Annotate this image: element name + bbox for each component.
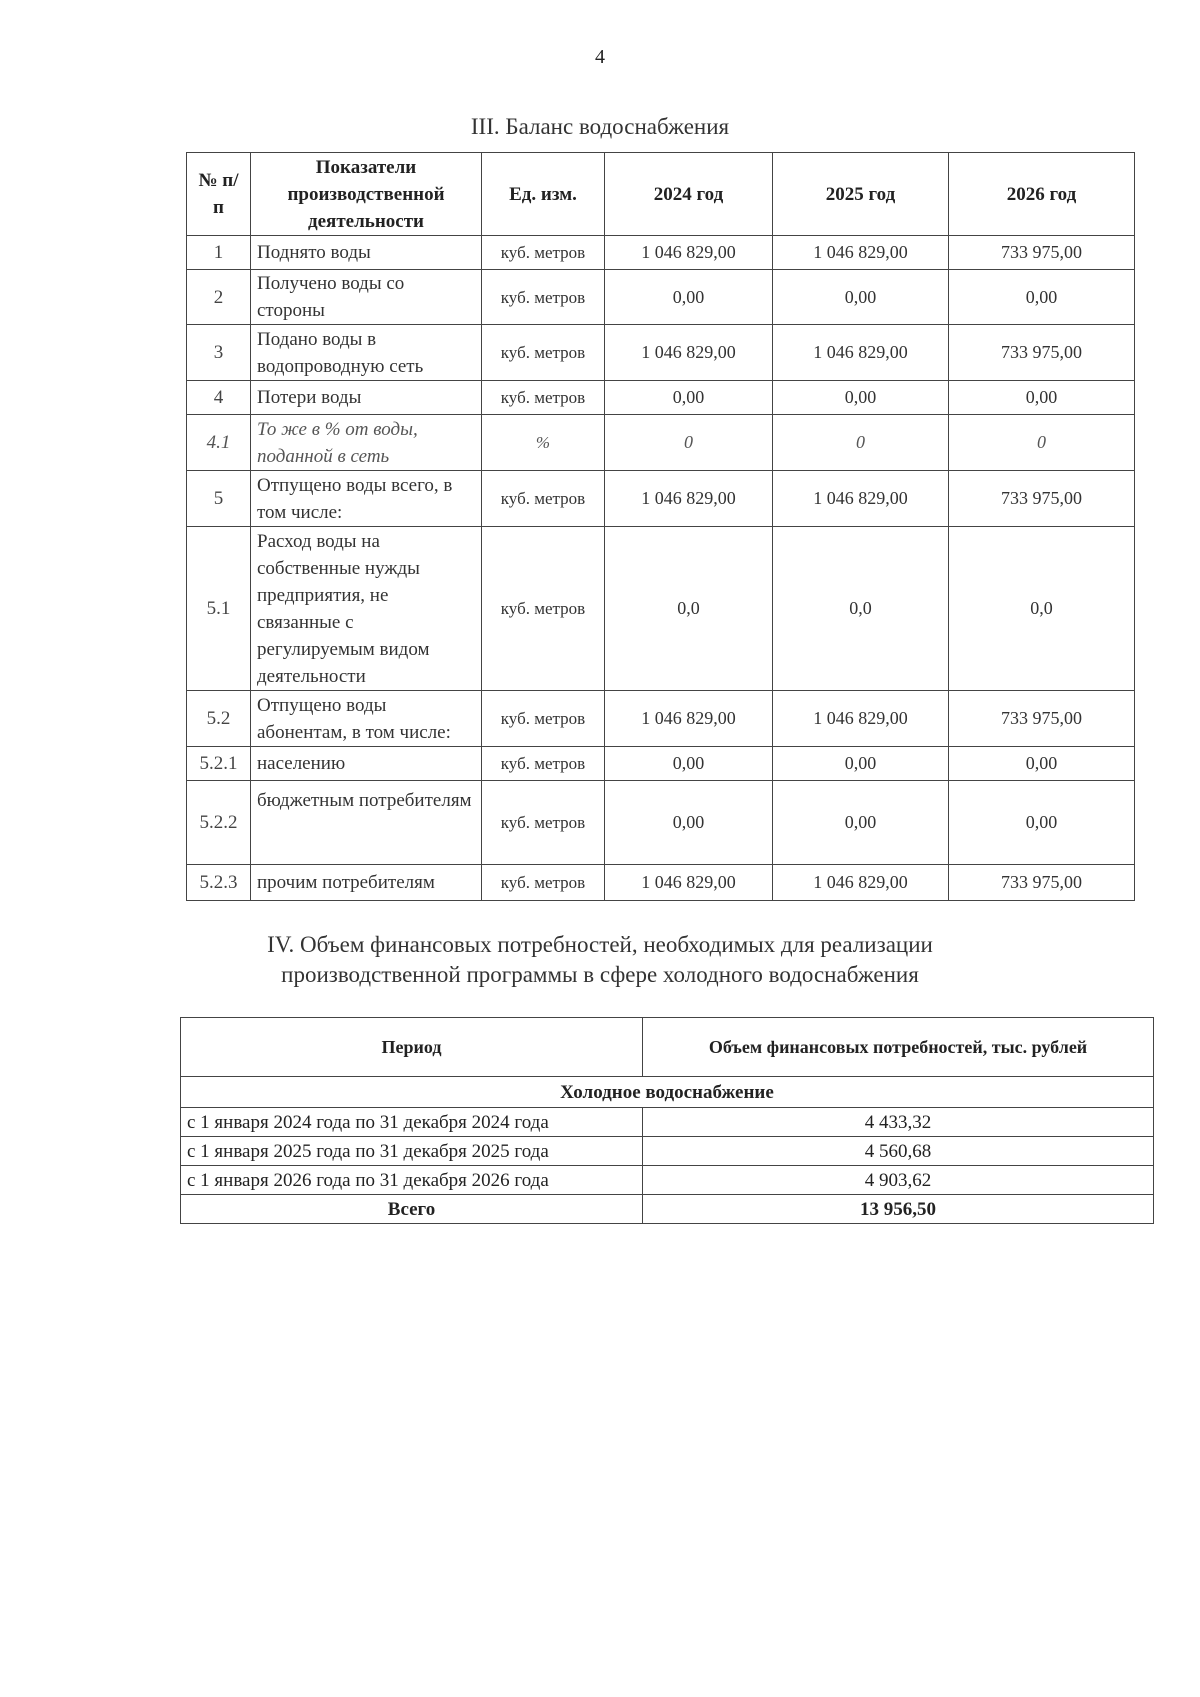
- row-value-2024: 1 046 829,00: [605, 325, 773, 381]
- header-unit: Ед. изм.: [482, 153, 605, 236]
- row-value-2026: 733 975,00: [949, 325, 1135, 381]
- table-header-row: [181, 1018, 1154, 1077]
- row-value-2026: 0,00: [949, 747, 1135, 781]
- financial-needs-table: [180, 1017, 1154, 1224]
- row-period: с 1 января 2024 года по 31 декабря 2024 года: [181, 1108, 643, 1137]
- row-value-2025: 0: [773, 415, 949, 471]
- row-num: 4.1: [187, 415, 251, 471]
- row-name: Отпущено воды абонентам, в том числе:: [251, 691, 482, 747]
- row-value-2025: 0,0: [773, 527, 949, 691]
- page-number: 4: [595, 46, 605, 68]
- row-value-2025: 1 046 829,00: [773, 865, 949, 901]
- table-row: [187, 415, 1135, 471]
- water-balance-table: [186, 152, 1135, 901]
- row-amount: 4 560,68: [643, 1137, 1154, 1166]
- table-row: [187, 471, 1135, 527]
- row-value-2024: 0,00: [605, 747, 773, 781]
- row-unit: %: [482, 415, 605, 471]
- section-title-finance-line1: IV. Объем финансовых потребностей, необходимых для реализации: [267, 932, 933, 957]
- header-2025: 2025 год: [773, 153, 949, 236]
- row-amount: 4 433,32: [643, 1108, 1154, 1137]
- header-2026: 2026 год: [949, 153, 1135, 236]
- header-period: Период: [181, 1018, 643, 1077]
- group-row: [181, 1077, 1154, 1108]
- row-name: бюджетным потребителям: [251, 781, 482, 865]
- table-row: [187, 747, 1135, 781]
- row-unit: куб. метров: [482, 747, 605, 781]
- row-unit: куб. метров: [482, 471, 605, 527]
- table-row: [187, 270, 1135, 325]
- row-unit: куб. метров: [482, 691, 605, 747]
- row-value-2026: 733 975,00: [949, 691, 1135, 747]
- header-amount: Объем финансовых потребностей, тыс. рублей: [643, 1018, 1154, 1077]
- table-row: [181, 1166, 1154, 1195]
- row-value-2026: 0,00: [949, 781, 1135, 865]
- row-unit: куб. метров: [482, 236, 605, 270]
- row-num: 5.1: [187, 527, 251, 691]
- row-unit: куб. метров: [482, 527, 605, 691]
- header-indicator: Показатели производственной деятельности: [251, 153, 482, 236]
- row-value-2024: 0,0: [605, 527, 773, 691]
- row-value-2024: 1 046 829,00: [605, 236, 773, 270]
- row-num: 2: [187, 270, 251, 325]
- total-row: [181, 1195, 1154, 1224]
- row-value-2024: 1 046 829,00: [605, 691, 773, 747]
- row-unit: куб. метров: [482, 270, 605, 325]
- row-num: 5.2.1: [187, 747, 251, 781]
- row-num: 5.2.3: [187, 865, 251, 901]
- row-name: населению: [251, 747, 482, 781]
- table-row: [181, 1137, 1154, 1166]
- table-row: [187, 236, 1135, 270]
- table-row: [187, 865, 1135, 901]
- row-num: 1: [187, 236, 251, 270]
- row-unit: куб. метров: [482, 381, 605, 415]
- row-value-2025: 1 046 829,00: [773, 236, 949, 270]
- row-name: Расход воды на собственные нужды предприятия, не связанные с регулируемым видом деятельности: [251, 527, 482, 691]
- table-row: [187, 691, 1135, 747]
- row-value-2024: 1 046 829,00: [605, 865, 773, 901]
- row-name: Поднято воды: [251, 236, 482, 270]
- table-row: [181, 1108, 1154, 1137]
- row-name: Потери воды: [251, 381, 482, 415]
- row-value-2026: 0,00: [949, 381, 1135, 415]
- row-value-2024: 0,00: [605, 381, 773, 415]
- row-name: То же в % от воды, поданной в сеть: [251, 415, 482, 471]
- table-row: [187, 781, 1135, 865]
- total-label: Всего: [181, 1195, 643, 1224]
- row-amount: 4 903,62: [643, 1166, 1154, 1195]
- row-num: 5.2: [187, 691, 251, 747]
- row-num: 3: [187, 325, 251, 381]
- table-row: [187, 527, 1135, 691]
- total-amount: 13 956,50: [643, 1195, 1154, 1224]
- section-title-finance-line2: производственной программы в сфере холодного водоснабжения: [281, 962, 919, 987]
- row-value-2025: 0,00: [773, 747, 949, 781]
- row-num: 4: [187, 381, 251, 415]
- row-name: Отпущено воды всего, в том числе:: [251, 471, 482, 527]
- row-value-2025: 1 046 829,00: [773, 471, 949, 527]
- row-unit: куб. метров: [482, 781, 605, 865]
- table-row: [187, 381, 1135, 415]
- row-value-2026: 0: [949, 415, 1135, 471]
- row-value-2026: 733 975,00: [949, 865, 1135, 901]
- header-num: № п/п: [187, 153, 251, 236]
- row-value-2024: 0,00: [605, 270, 773, 325]
- row-num: 5: [187, 471, 251, 527]
- row-value-2025: 0,00: [773, 381, 949, 415]
- row-value-2025: 1 046 829,00: [773, 691, 949, 747]
- table-row: [187, 325, 1135, 381]
- row-value-2024: 0: [605, 415, 773, 471]
- row-value-2026: 733 975,00: [949, 236, 1135, 270]
- row-value-2026: 733 975,00: [949, 471, 1135, 527]
- row-name: Получено воды со стороны: [251, 270, 482, 325]
- row-value-2025: 0,00: [773, 270, 949, 325]
- row-value-2026: 0,0: [949, 527, 1135, 691]
- row-value-2025: 1 046 829,00: [773, 325, 949, 381]
- table-header-row: [187, 153, 1135, 236]
- row-name: Подано воды в водопроводную сеть: [251, 325, 482, 381]
- section-title-balance: III. Баланс водоснабжения: [470, 114, 730, 139]
- row-unit: куб. метров: [482, 325, 605, 381]
- section-title-finance: [0, 930, 1200, 990]
- header-2024: 2024 год: [605, 153, 773, 236]
- row-value-2026: 0,00: [949, 270, 1135, 325]
- row-num: 5.2.2: [187, 781, 251, 865]
- row-period: с 1 января 2026 года по 31 декабря 2026 года: [181, 1166, 643, 1195]
- row-value-2025: 0,00: [773, 781, 949, 865]
- row-value-2024: 1 046 829,00: [605, 471, 773, 527]
- row-name: прочим потребителям: [251, 865, 482, 901]
- group-label: Холодное водоснабжение: [181, 1077, 1154, 1108]
- row-unit: куб. метров: [482, 865, 605, 901]
- row-period: с 1 января 2025 года по 31 декабря 2025 года: [181, 1137, 643, 1166]
- row-value-2024: 0,00: [605, 781, 773, 865]
